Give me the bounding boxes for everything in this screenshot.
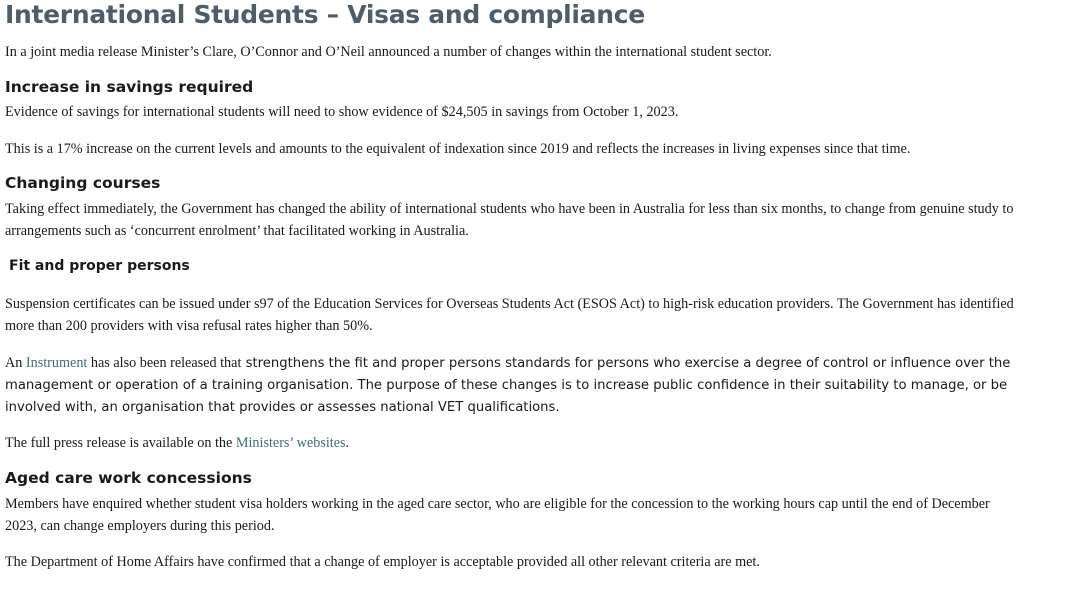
courses-heading: Changing courses — [5, 174, 161, 192]
ministers-websites-link[interactable]: Ministers’ websites — [235, 435, 346, 451]
aged-care-paragraph-1-line-1: Members have enquired whether student visa holders working in the aged care sector, who are eligible for the concession to the working hours cap until the end of December — [5, 496, 990, 512]
courses-paragraph-line-2: arrangements such as ‘concurrent enrolment’ that facilitated working in Australia. — [5, 223, 469, 239]
fit-paragraph-2-line-3: involved with, an organisation that provides or assesses national VET qualifications. — [5, 400, 560, 415]
press-release-suffix: . — [345, 435, 350, 451]
fit-paragraph-2-line-1 — [5, 352, 1077, 375]
instrument-link[interactable]: Instrument — [25, 355, 88, 371]
courses-paragraph — [5, 198, 1077, 242]
fit-paragraph-2-prefix: An — [5, 355, 26, 371]
savings-heading: Increase in savings required — [5, 78, 254, 96]
aged-care-paragraph-1-line-2: 2023, can change employers during this period. — [5, 518, 275, 534]
savings-paragraph-2: This is a 17% increase on the current levels and amounts to the equivalent of indexation since 2019 and reflects the increases in living expenses since that time. — [5, 141, 911, 157]
aged-care-heading: Aged care work concessions — [5, 469, 252, 487]
fit-paragraph-2-sans-text: strengthens the fit and proper persons standards for persons who exercise a degree of control or influence over the — [241, 356, 1011, 371]
fit-paragraph-2 — [5, 352, 1077, 419]
courses-paragraph-line-1: Taking effect immediately, the Government has changed the ability of international students who have been in Australia for less than six months, to change from genuine study to — [5, 201, 1014, 217]
aged-care-paragraph-1 — [5, 493, 1077, 537]
aged-care-paragraph-2: The Department of Home Affairs have confirmed that a change of employer is acceptable provided all other relevant criteria are met. — [5, 554, 760, 570]
savings-paragraph-1: Evidence of savings for international students will need to show evidence of $24,505 in savings from October 1, 2023. — [5, 104, 679, 120]
fit-paragraph-2-serif-text: has also been released that — [87, 355, 242, 371]
press-release-prefix: The full press release is available on the — [5, 435, 236, 451]
fit-paragraph-1-line-1: Suspension certificates can be issued under s97 of the Education Services for Overseas Students Act (ESOS Act) to high-risk education providers. The Government has identified — [5, 296, 1014, 312]
fit-paragraph-2-line-2: management or operation of a training organisation. The purpose of these changes is to increase public confidence in their suitability to manage, or be — [5, 378, 1008, 393]
intro-paragraph: In a joint media release Minister’s Clare, O’Connor and O’Neil announced a number of changes within the international student sector. — [5, 44, 772, 60]
fit-paragraph-1-line-2: more than 200 providers with visa refusal rates higher than 50%. — [5, 318, 373, 334]
page-title: International Students – Visas and compliance — [5, 0, 645, 29]
fit-heading: Fit and proper persons — [9, 258, 190, 274]
fit-paragraph-3 — [5, 432, 1077, 454]
fit-paragraph-1 — [5, 293, 1077, 337]
